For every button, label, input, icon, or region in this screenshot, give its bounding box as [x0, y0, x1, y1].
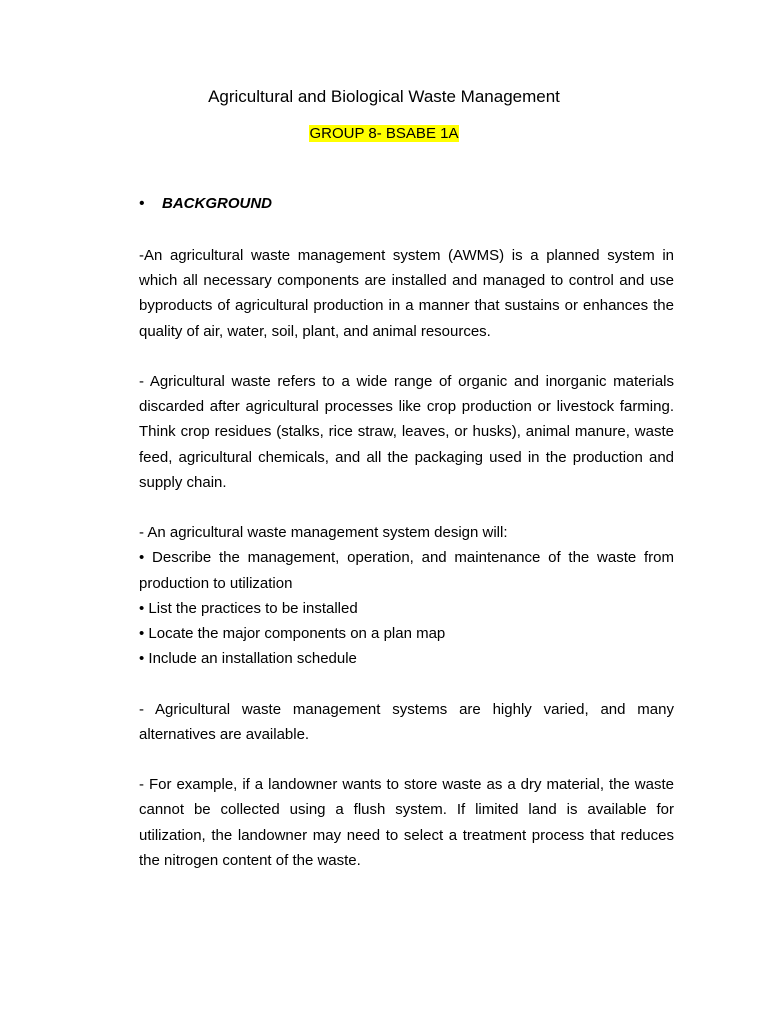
paragraph-system-variety: - Agricultural waste management systems are highly varied, and many alternatives are available.	[139, 700, 674, 743]
design-list-item: • Describe the management, operation, and maintenance of the waste from production to utilization	[139, 549, 674, 592]
paragraph-awms-definition: -An agricultural waste management system (AWMS) is a planned system in which all necessary components are installed and managed to control and use byproducts of agricultural production in a manner that sustains or enhances the quality of air, water, soil, plant, and animal resources.	[139, 247, 674, 340]
design-list-item: • List the practices to be installed	[139, 599, 358, 617]
document-body	[139, 243, 674, 898]
paragraph-example: - For example, if a landowner wants to store waste as a dry material, the waste cannot be collected using a flush system. If limited land is available for utilization, the landowner may need to select a treatment process that reduces the nitrogen content of the waste.	[139, 776, 674, 869]
document-title: Agricultural and Biological Waste Management	[208, 87, 560, 106]
highlighted-group-text: GROUP 8- BSABE 1A	[309, 125, 459, 142]
paragraph-agricultural-waste: - Agricultural waste refers to a wide range of organic and inorganic materials discarded after agricultural processes like crop production or livestock farming. Think crop residues (stalks, rice straw, leaves, or husks), animal manure, waste feed, agricultural chemicals, and all the packaging used in the production and supply chain.	[139, 373, 674, 491]
design-list-item: • Include an installation schedule	[139, 650, 357, 668]
group-label	[0, 124, 768, 144]
design-list-item: • Locate the major components on a plan map	[139, 625, 446, 643]
design-list-intro: - An agricultural waste management system design will:	[139, 524, 508, 542]
section-heading-text: BACKGROUND	[162, 195, 272, 212]
design-list	[139, 520, 674, 671]
bullet-icon: •	[139, 195, 145, 212]
section-heading	[139, 194, 272, 214]
